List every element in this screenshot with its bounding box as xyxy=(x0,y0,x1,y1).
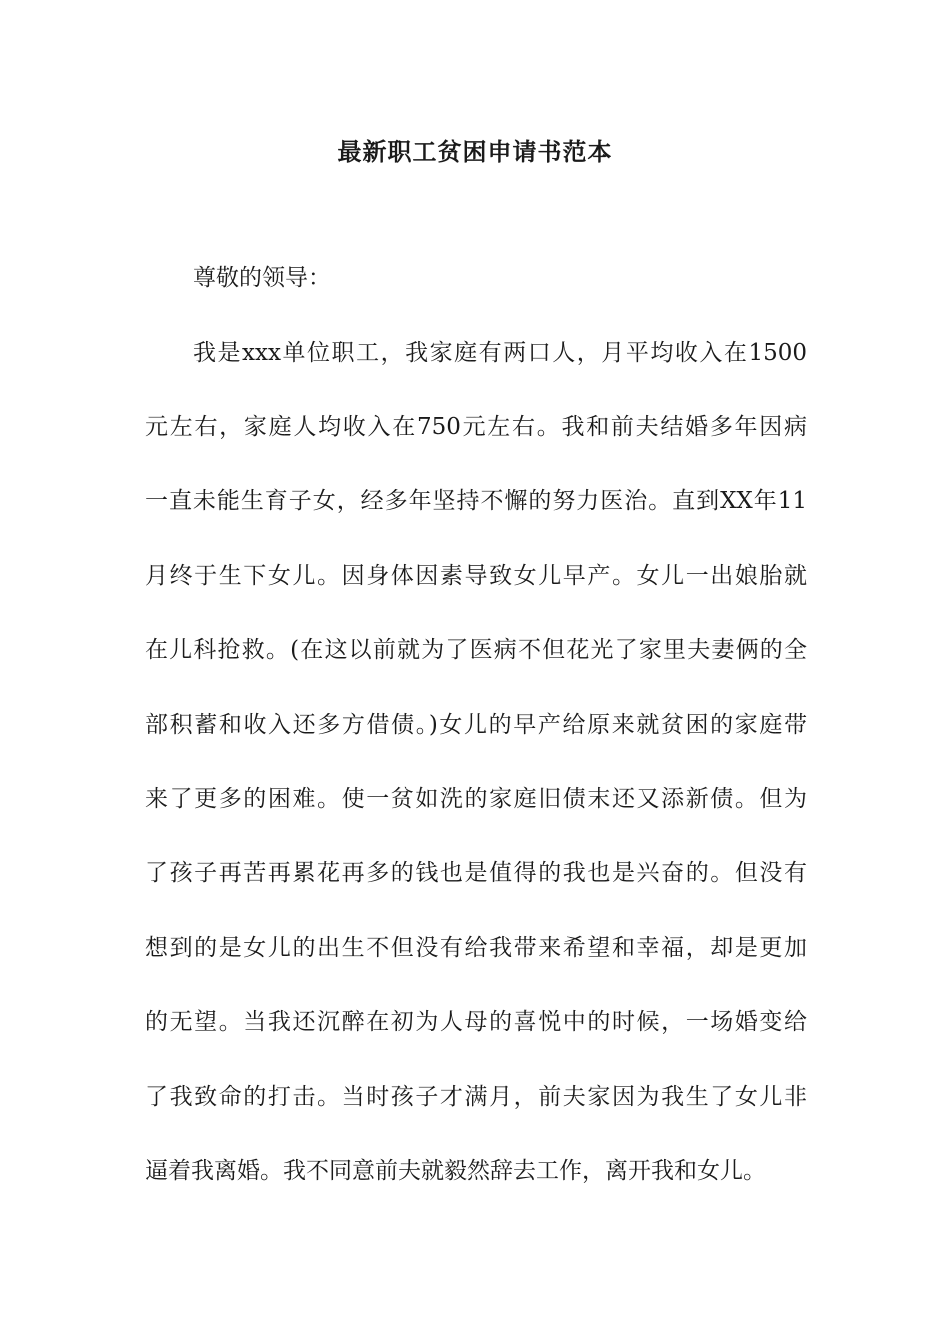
salutation: 尊敬的领导： xyxy=(193,265,331,291)
body-line: 想到的是女儿的出生不但没有给我带来希望和幸福，却是更加 xyxy=(145,935,807,961)
body-line: 月终于生下女儿。因身体因素导致女儿早产。女儿一出娘胎就 xyxy=(145,563,807,589)
document-title: 最新职工贫困申请书范本 xyxy=(337,137,613,166)
body-line: 元左右，家庭人均收入在750元左右。我和前夫结婚多年因病 xyxy=(145,414,807,440)
body-line: 一直未能生育子女，经多年坚持不懈的努力医治。直到XX年11 xyxy=(145,488,807,514)
body-line: 部积蓄和收入还多方借债。)女儿的早产给原来就贫困的家庭带 xyxy=(145,712,807,738)
body-line: 的无望。当我还沉醉在初为人母的喜悦中的时候，一场婚变给 xyxy=(145,1009,807,1035)
body-line: 逼着我离婚。我不同意前夫就毅然辞去工作，离开我和女儿。 xyxy=(145,1158,766,1184)
body-line: 我是xxx单位职工，我家庭有两口人，月平均收入在1500 xyxy=(193,340,807,366)
body-line: 了我致命的打击。当时孩子才满月，前夫家因为我生了女儿非 xyxy=(145,1084,807,1110)
body-line: 在儿科抢救。(在这以前就为了医病不但花光了家里夫妻俩的全 xyxy=(145,637,807,663)
body-line: 来了更多的困难。使一贫如洗的家庭旧债末还又添新债。但为 xyxy=(145,786,807,812)
body-line: 了孩子再苦再累花再多的钱也是值得的我也是兴奋的。但没有 xyxy=(145,860,807,886)
